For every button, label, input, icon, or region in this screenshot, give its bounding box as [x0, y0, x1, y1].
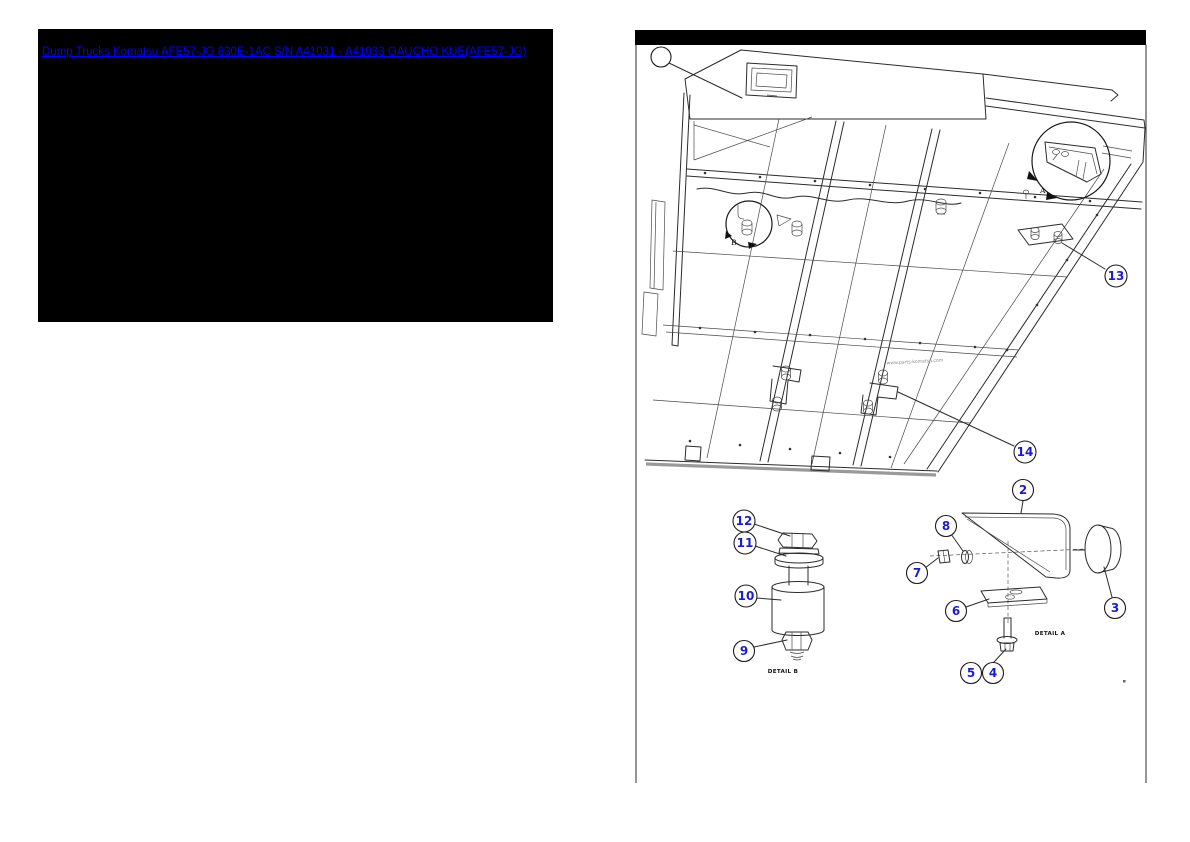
svg-text:11: 11: [736, 536, 754, 551]
callout-3[interactable]: [1105, 598, 1126, 619]
view-letter-a: A: [1040, 186, 1046, 195]
detail-b-assembly: [768, 533, 824, 675]
callout-6[interactable]: [946, 601, 967, 622]
svg-text:7: 7: [912, 566, 922, 581]
left-side-structure: [642, 93, 690, 346]
svg-text:4: 4: [988, 666, 998, 681]
detail-view-circle-a: [1024, 122, 1111, 200]
part-14-brackets: [770, 366, 1014, 446]
svg-text:2: 2: [1018, 483, 1028, 498]
svg-text:13: 13: [1107, 269, 1125, 284]
detail-a-label: DETAIL A: [1034, 631, 1066, 637]
canopy-structure: [685, 50, 1145, 160]
svg-text:14: 14: [1016, 445, 1034, 460]
callout-12[interactable]: [733, 510, 755, 532]
callout-13[interactable]: [1105, 265, 1127, 287]
view-letter-b: B: [731, 238, 737, 247]
callout-9[interactable]: [734, 641, 755, 662]
parts-diagram-panel: [635, 30, 1147, 783]
bolt-dots: [689, 172, 1099, 459]
svg-text:8: 8: [941, 519, 951, 534]
svg-text:5: 5: [966, 666, 976, 681]
detail-view-circle-b: [725, 201, 772, 249]
callout-4[interactable]: [983, 663, 1004, 684]
svg-text:9: 9: [739, 644, 749, 659]
svg-text:12: 12: [735, 514, 753, 529]
callout-11[interactable]: [734, 532, 756, 554]
svg-text:10: 10: [737, 589, 755, 604]
diagram-side-borders: [636, 45, 1146, 783]
svg-text:6: 6: [951, 604, 961, 619]
callout-10[interactable]: [735, 585, 757, 607]
watermark-text: www.parts-komatsu.com: [886, 358, 944, 367]
svg-text:3: 3: [1110, 601, 1120, 616]
callout-2[interactable]: [1013, 480, 1034, 501]
part-13-bracket: [1018, 224, 1105, 269]
parts-diagram: [635, 30, 1147, 783]
diagram-top-bar: [635, 30, 1146, 45]
callout-5[interactable]: [961, 663, 982, 684]
body-floor-structure: [645, 119, 1145, 475]
header-black-panel: [38, 29, 553, 322]
catalog-breadcrumb-link[interactable]: Dump Trucks Komatsu AFE57-JG 830E-1AC S/N A41031 - A41033 GAUCHO KUE(AFE57-JG): [42, 46, 527, 58]
callout-8[interactable]: [936, 516, 957, 537]
wiring-harness: [697, 188, 961, 236]
detail-a-assembly: [930, 513, 1121, 651]
callout-7[interactable]: [907, 563, 928, 584]
stray-mark: [1123, 680, 1126, 683]
callout-14[interactable]: [1014, 441, 1036, 463]
detail-b-label: DETAIL B: [767, 669, 799, 675]
